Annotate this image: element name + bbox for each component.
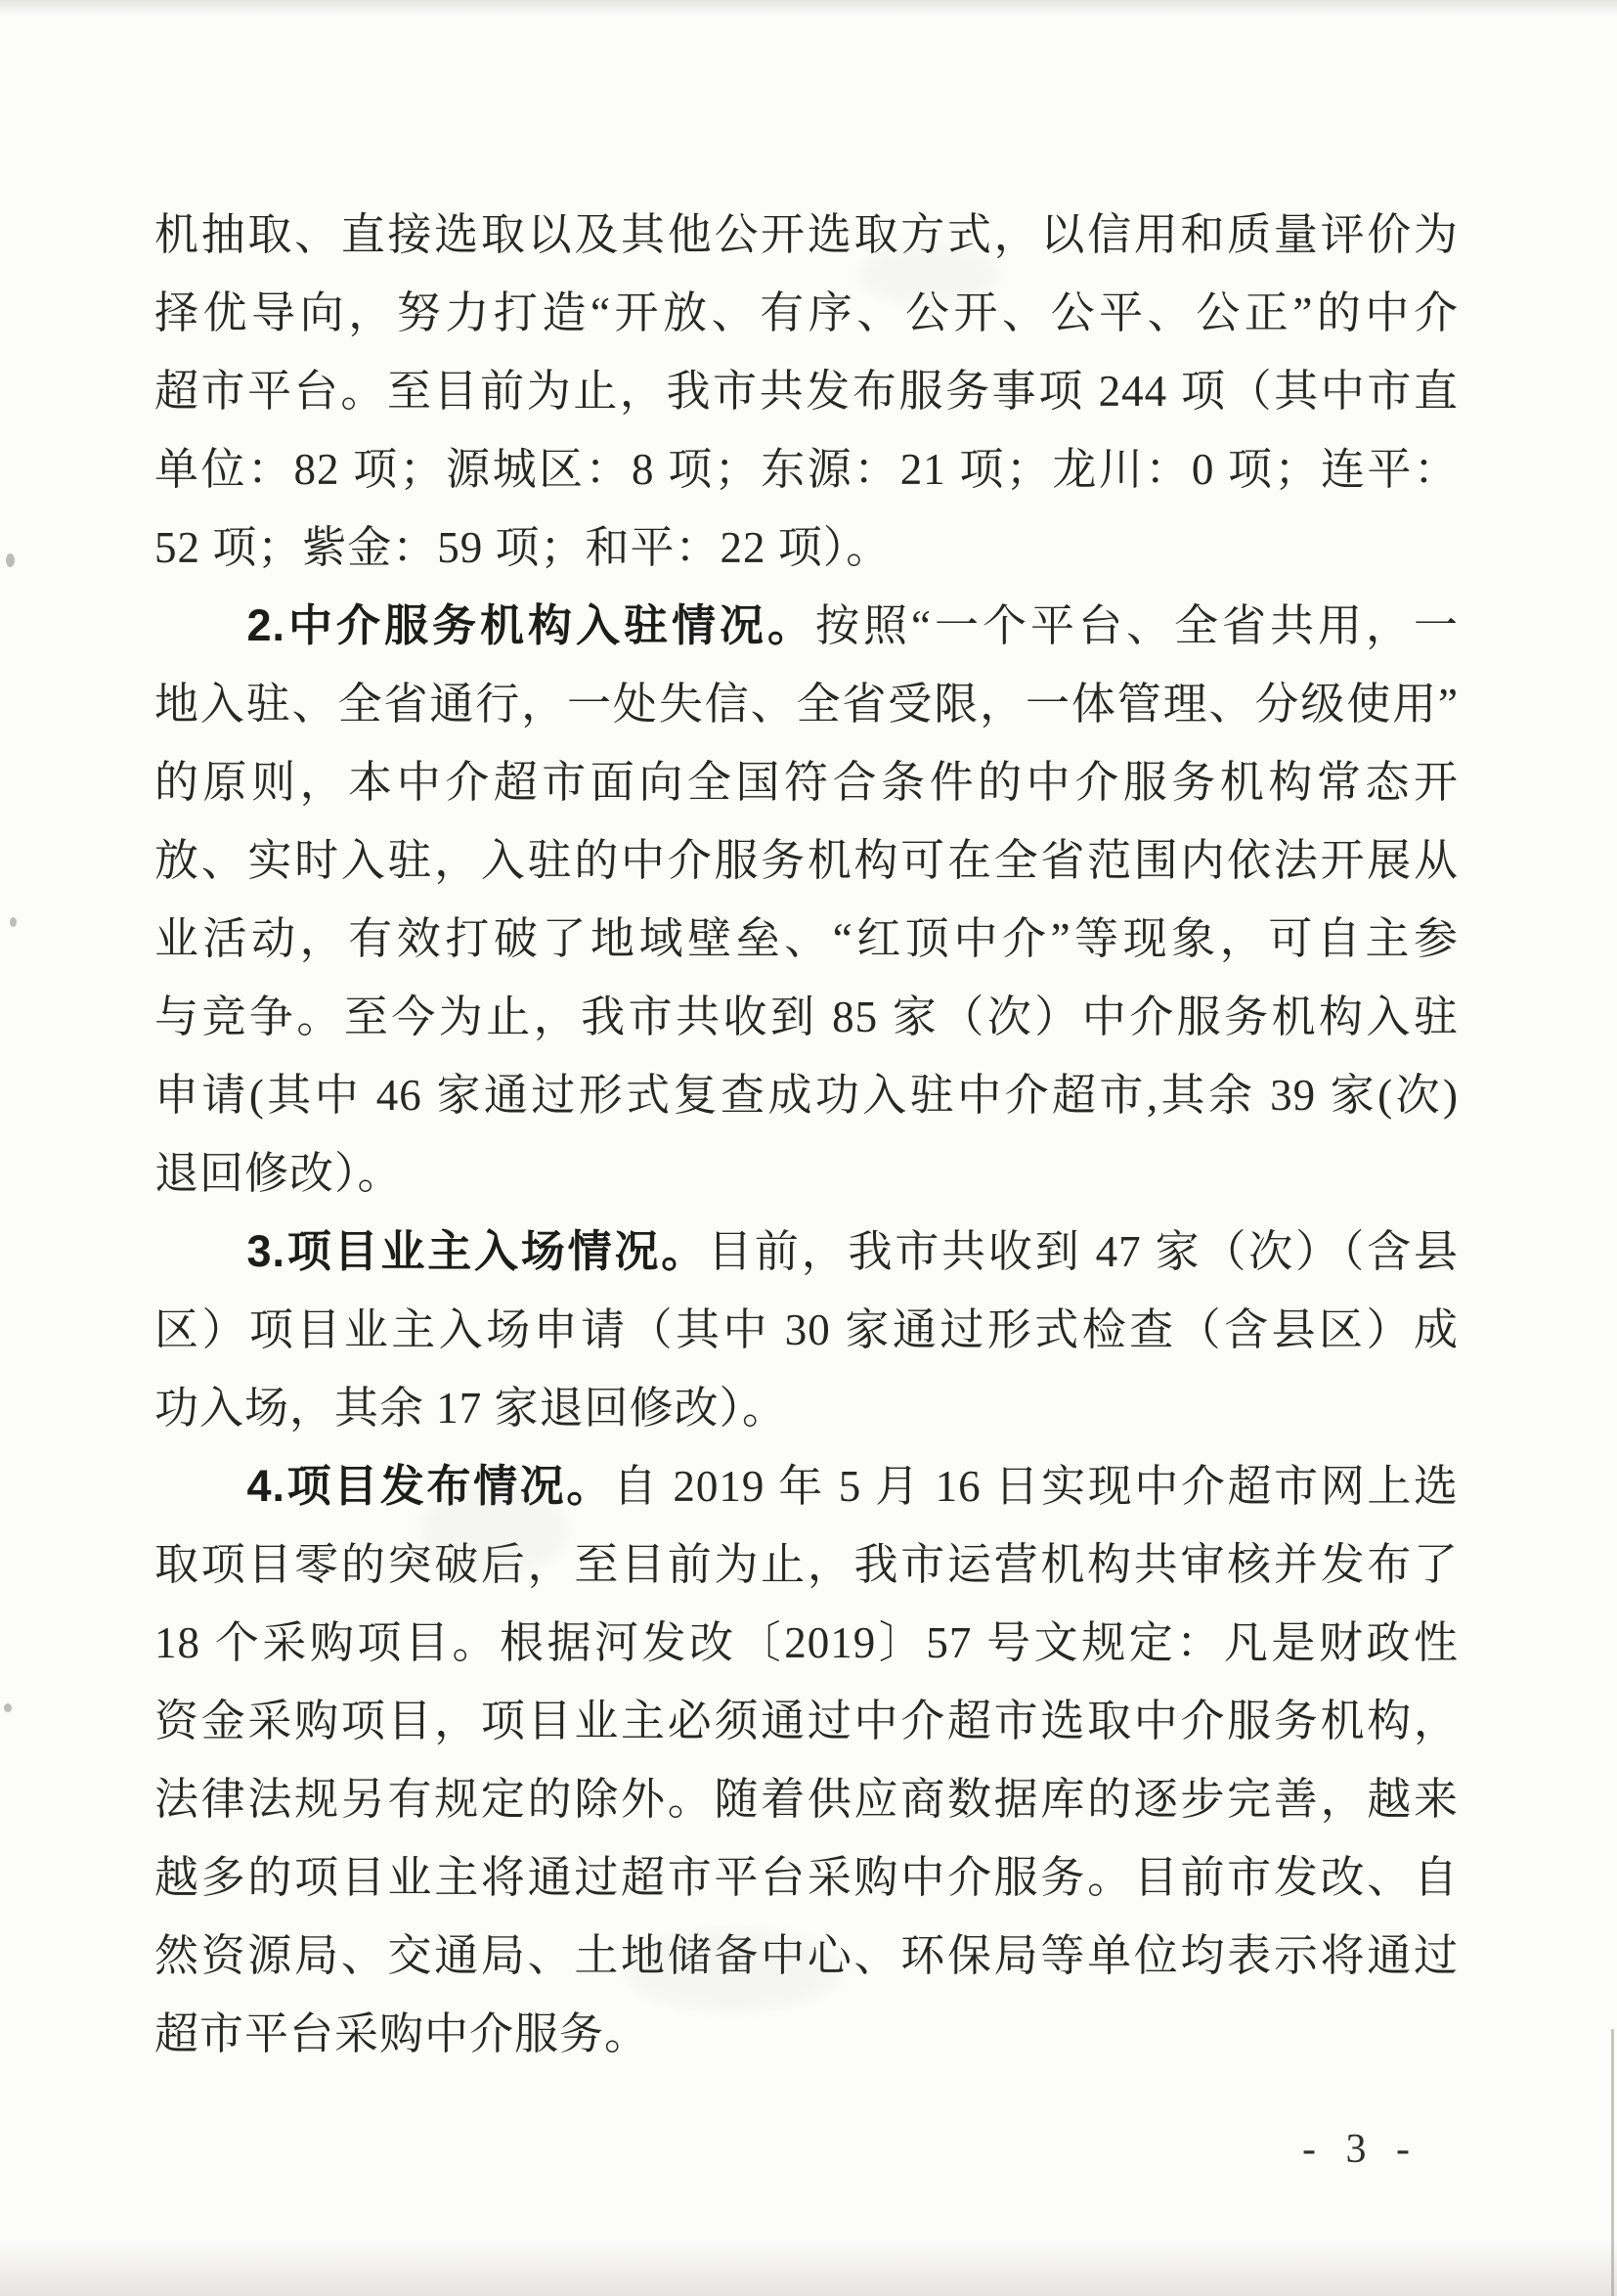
text-line xyxy=(154,743,1459,821)
section-heading: 2.中介服务机构入驻情况。 xyxy=(246,600,816,650)
text-line xyxy=(154,1995,1459,2073)
line-text: 52 项；紫金：59 项；和平：22 项）。 xyxy=(154,523,892,572)
scan-speck-artifact xyxy=(6,553,15,567)
section-heading: 4.项目发布情况。 xyxy=(246,1461,613,1511)
line-text: 退回修改）。 xyxy=(154,1149,403,1198)
text-line xyxy=(154,1213,1459,1291)
paragraph-owner-entry xyxy=(154,1213,1459,1447)
text-line xyxy=(154,508,1459,587)
text-line xyxy=(154,1369,1459,1447)
line-text: 地入驻、全省通行，一处失信、全省受限，一体管理、分级使用” xyxy=(154,680,1459,729)
line-text: 超市平台。至目前为止，我市共发布服务事项 244 项（其中市直 xyxy=(154,367,1459,416)
line-text: 择优导向，努力打造“开放、有序、公开、公平、公正”的中介 xyxy=(154,288,1459,337)
text-line xyxy=(154,1682,1459,1760)
text-line xyxy=(154,1604,1459,1682)
text-line xyxy=(154,978,1459,1056)
line-text: 申请(其中 46 家通过形式复查成功入驻中介超市,其余 39 家(次) xyxy=(154,1071,1459,1120)
line-text: 然资源局、交通局、土地储备中心、环保局等单位均表示将通过 xyxy=(154,1931,1459,1980)
text-line xyxy=(154,1291,1459,1369)
line-text: 区）项目业主入场申请（其中 30 家通过形式检查（含县区）成 xyxy=(154,1305,1459,1354)
scan-speck-artifact xyxy=(10,917,17,927)
text-line xyxy=(154,1760,1459,1838)
line-text: 资金采购项目，项目业主必须通过中介超市选取中介服务机构， xyxy=(154,1697,1459,1745)
page-number: - 3 - xyxy=(1302,2127,1420,2172)
text-line xyxy=(154,900,1459,978)
line-text: 的原则，本中介超市面向全国符合条件的中介服务机构常态开 xyxy=(154,758,1459,807)
text-line xyxy=(154,665,1459,743)
line-text: 自 2019 年 5 月 16 日实现中介超市网上选 xyxy=(612,1462,1459,1511)
scan-edge-artifact xyxy=(1611,2029,1614,2296)
text-line xyxy=(154,1447,1459,1525)
text-line xyxy=(154,587,1459,665)
paragraph-service-items xyxy=(154,196,1459,587)
line-text: 与竞争。至今为止，我市共收到 85 家（次）中介服务机构入驻 xyxy=(154,993,1459,1041)
text-line xyxy=(154,274,1459,352)
line-text: 法律法规另有规定的除外。随着供应商数据库的逐步完善，越来 xyxy=(154,1775,1459,1824)
line-text: 按照“一个平台、全省共用，一 xyxy=(815,601,1459,650)
line-text: 机抽取、直接选取以及其他公开选取方式，以信用和质量评价为 xyxy=(154,210,1459,259)
text-line xyxy=(154,1917,1459,1995)
line-text: 超市平台采购中介服务。 xyxy=(154,2009,650,2058)
text-line xyxy=(154,1056,1459,1134)
paragraph-agency-entry xyxy=(154,587,1459,1213)
scan-speck-artifact xyxy=(4,1703,12,1712)
text-line xyxy=(154,821,1459,900)
line-text: 功入场，其余 17 家退回修改）。 xyxy=(154,1384,788,1433)
text-line xyxy=(154,1838,1459,1917)
line-text: 越多的项目业主将通过超市平台采购中介服务。目前市发改、自 xyxy=(154,1853,1459,1902)
document-body xyxy=(154,196,1459,2073)
line-text: 单位：82 项；源城区：8 项；东源：21 项；龙川：0 项；连平： xyxy=(154,445,1459,494)
text-line xyxy=(154,352,1459,430)
line-text: 目前，我市共收到 47 家（次）（含县 xyxy=(708,1227,1459,1276)
text-line xyxy=(154,196,1459,274)
section-heading: 3.项目业主入场情况。 xyxy=(246,1226,709,1276)
line-text: 取项目零的突破后，至目前为止，我市运营机构共审核并发布了 xyxy=(154,1540,1459,1589)
text-line xyxy=(154,1525,1459,1604)
text-line xyxy=(154,430,1459,508)
line-text: 放、实时入驻，入驻的中介服务机构可在全省范围内依法开展从 xyxy=(154,836,1459,885)
paragraph-project-publish xyxy=(154,1447,1459,2073)
line-text: 业活动，有效打破了地域壁垒、“红顶中介”等现象，可自主参 xyxy=(154,914,1459,963)
text-line xyxy=(154,1134,1459,1213)
line-text: 18 个采购项目。根据河发改〔2019〕57 号文规定：凡是财政性 xyxy=(154,1618,1459,1667)
